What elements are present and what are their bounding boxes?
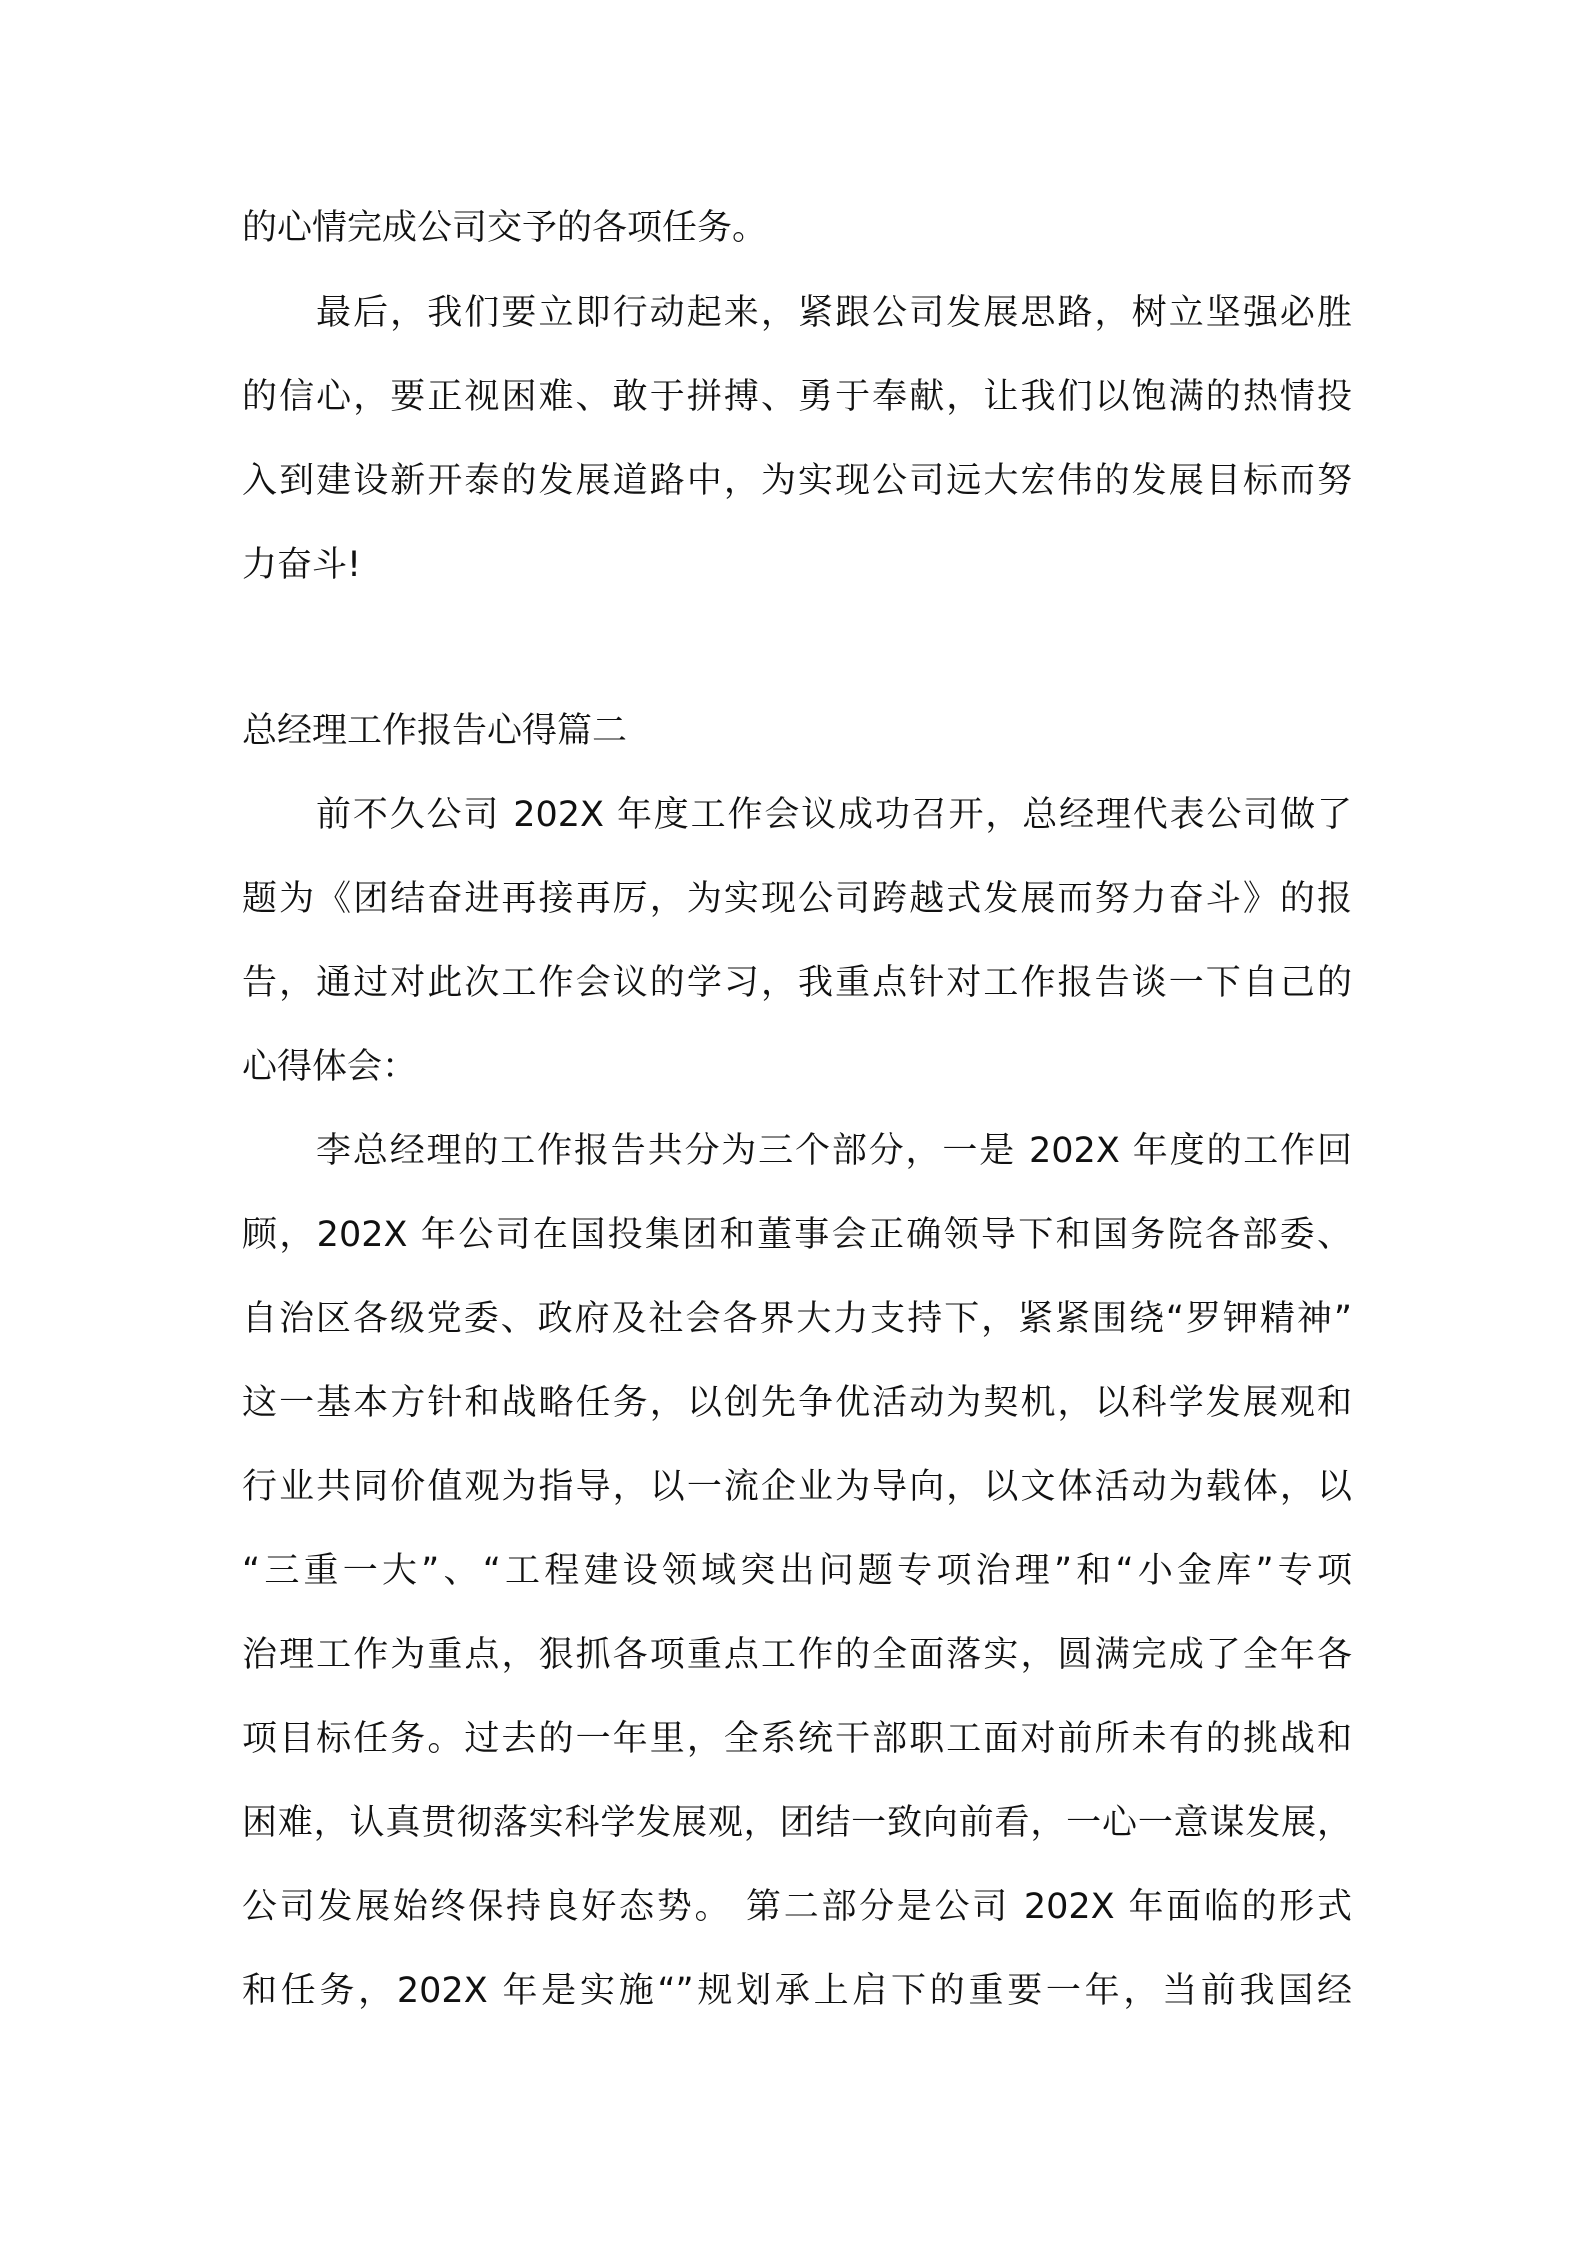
text-line: “三重一大”、“工程建设领域突出问题专项治理”和“小金库”专项	[242, 1551, 1352, 1591]
text-line: 治理工作为重点，狠抓各项重点工作的全面落实，圆满完成了全年各	[242, 1635, 1352, 1675]
text-line: 行业共同价值观为指导，以一流企业为导向，以文体活动为载体，以	[242, 1467, 1352, 1507]
text-line: 的心情完成公司交予的各项任务。	[242, 208, 768, 248]
text-line: 心得体会：	[242, 1047, 418, 1087]
text-line: 最后，我们要立即行动起来，紧跟公司发展思路，树立坚强必胜	[316, 293, 1352, 333]
text-line: 公司发展始终保持良好态势。 第二部分是公司 202X 年面临的形式	[242, 1887, 1352, 1927]
text-line: 和任务，202X 年是实施“”规划承上启下的重要一年，当前我国经	[242, 1971, 1352, 2011]
heading-text: 总经理工作报告心得篇二	[242, 711, 628, 751]
text-line: 自治区各级党委、政府及社会各界大力支持下，紧紧围绕“罗钾精神”	[242, 1299, 1352, 1339]
text-line: 项目标任务。过去的一年里，全系统干部职工面对前所未有的挑战和	[242, 1719, 1352, 1759]
text-line: 困难，认真贯彻落实科学发展观，团结一致向前看，一心一意谋发展，	[242, 1803, 1352, 1843]
text-line: 李总经理的工作报告共分为三个部分，一是 202X 年度的工作回	[316, 1131, 1352, 1171]
text-line: 的信心，要正视困难、敢于拼搏、勇于奉献，让我们以饱满的热情投	[242, 377, 1352, 417]
text-line: 前不久公司 202X 年度工作会议成功召开，总经理代表公司做了	[316, 795, 1352, 835]
text-line: 力奋斗!	[242, 545, 362, 585]
text-line: 题为《团结奋进再接再厉，为实现公司跨越式发展而努力奋斗》的报	[242, 879, 1352, 919]
text-line: 告，通过对此次工作会议的学习，我重点针对工作报告谈一下自己的	[242, 963, 1352, 1003]
text-line: 入到建设新开泰的发展道路中，为实现公司远大宏伟的发展目标而努	[242, 461, 1352, 501]
text-line: 这一基本方针和战略任务，以创先争优活动为契机，以科学发展观和	[242, 1383, 1352, 1423]
text-line: 顾，202X 年公司在国投集团和董事会正确领导下和国务院各部委、	[242, 1215, 1352, 1255]
